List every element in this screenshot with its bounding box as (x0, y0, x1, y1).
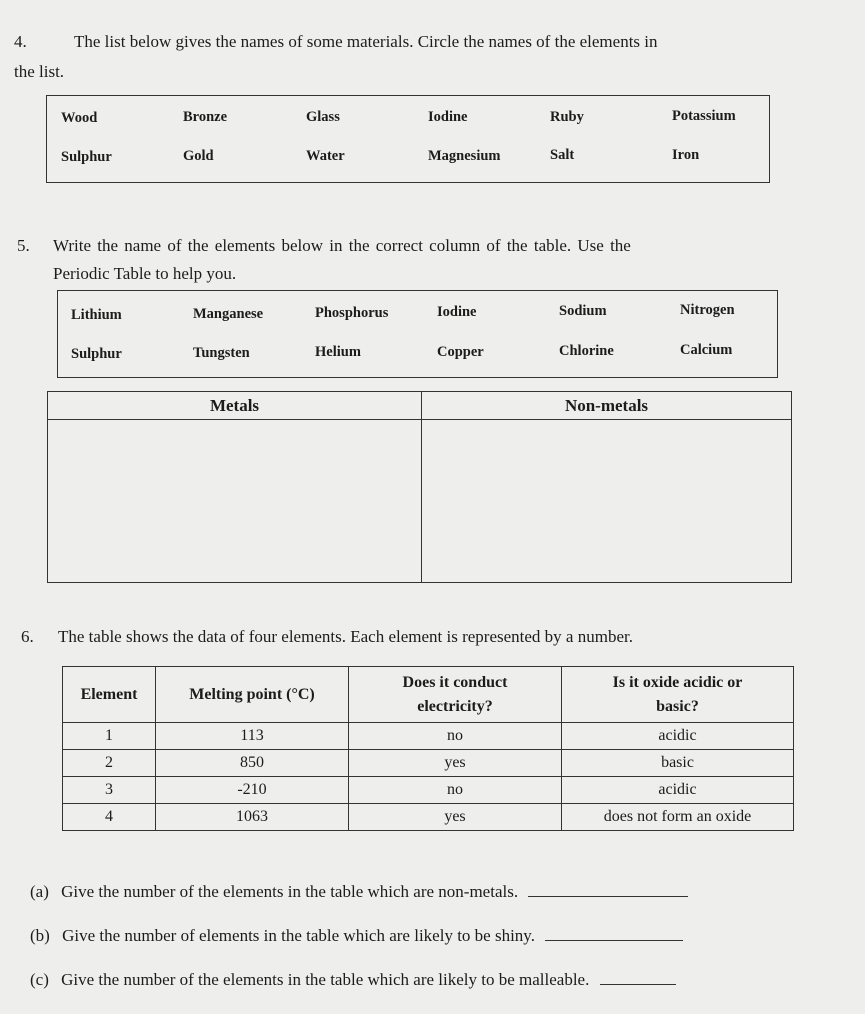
table-row (63, 723, 794, 750)
q5-elements-box (57, 290, 778, 378)
material-word[interactable]: Sulphur (61, 149, 112, 165)
cell-element: 1 (63, 723, 156, 750)
cell-conduct: yes (349, 750, 562, 777)
table-row (63, 804, 794, 831)
header-oxide (562, 667, 794, 723)
subquestion-b (30, 922, 683, 950)
material-word[interactable]: Potassium (672, 108, 736, 124)
cell-conduct: yes (349, 804, 562, 831)
header-conduct-line1: Does it conduct (402, 673, 508, 691)
q4-text-line1: The list below gives the names of some materials. Circle the names of the elements in (74, 32, 658, 51)
material-word[interactable]: Ruby (550, 109, 584, 125)
metals-nonmetals-table (47, 391, 792, 583)
element-word: Lithium (71, 307, 122, 323)
material-word[interactable]: Gold (183, 148, 214, 164)
subquestion-b-label: (b) (30, 926, 50, 945)
cell-element: 4 (63, 804, 156, 831)
cell-oxide: basic (562, 750, 794, 777)
header-oxide-line2: basic? (656, 697, 699, 715)
q6-number: 6. (21, 627, 34, 646)
cell-element: 3 (63, 777, 156, 804)
subquestion-c (30, 966, 676, 994)
cell-conduct: no (349, 723, 562, 750)
q4-number: 4. (14, 32, 27, 51)
table-row (63, 777, 794, 804)
cell-melting: -210 (156, 777, 349, 804)
element-word: Copper (437, 344, 484, 360)
subquestion-b-text: Give the number of elements in the table which are likely to be shiny. (62, 926, 535, 945)
material-word[interactable]: Glass (306, 109, 340, 125)
material-word[interactable]: Salt (550, 147, 575, 163)
answer-line-c[interactable] (600, 968, 676, 985)
subquestion-c-label: (c) (30, 970, 49, 989)
element-word: Sodium (559, 303, 607, 319)
header-conduct (349, 667, 562, 723)
q4-materials-box (46, 95, 770, 183)
table-row (63, 750, 794, 777)
element-word: Nitrogen (680, 302, 735, 318)
element-word: Tungsten (193, 345, 250, 361)
subquestion-a (30, 878, 688, 906)
subquestion-a-label: (a) (30, 882, 49, 901)
cell-melting: 113 (156, 723, 349, 750)
element-word: Sulphur (71, 346, 122, 362)
element-word: Manganese (193, 306, 264, 322)
header-element: Element (63, 667, 156, 723)
material-word[interactable]: Bronze (183, 109, 228, 125)
answer-line-b[interactable] (545, 924, 683, 941)
element-word: Phosphorus (315, 305, 389, 321)
cell-conduct: no (349, 777, 562, 804)
q5-number: 5. (17, 236, 30, 255)
subquestion-a-text: Give the number of the elements in the table which are non-metals. (61, 882, 519, 901)
q6-text: The table shows the data of four elements. Each element is represented by a number. (58, 627, 633, 646)
header-melting-point: Melting point (°C) (156, 667, 349, 723)
header-conduct-line2: electricity? (417, 697, 493, 715)
material-word[interactable]: Water (306, 148, 345, 164)
element-word: Chlorine (559, 343, 614, 359)
element-data-table (62, 666, 794, 831)
nonmetals-header: Non-metals (422, 392, 792, 420)
q5-text-line2: Periodic Table to help you. (53, 264, 237, 283)
q5-text-line1: Write the name of the elements below in the correct column of the table. Use the (53, 236, 631, 255)
cell-melting: 1063 (156, 804, 349, 831)
cell-oxide: acidic (562, 723, 794, 750)
cell-oxide: does not form an oxide (562, 804, 794, 831)
element-word: Calcium (680, 342, 733, 358)
metals-header: Metals (48, 392, 422, 420)
material-word[interactable]: Iodine (428, 109, 468, 125)
answer-line-a[interactable] (528, 880, 688, 897)
cell-oxide: acidic (562, 777, 794, 804)
cell-melting: 850 (156, 750, 349, 777)
nonmetals-answer-cell[interactable] (422, 420, 792, 583)
metals-answer-cell[interactable] (48, 420, 422, 583)
cell-element: 2 (63, 750, 156, 777)
q4-text-line2: the list. (14, 62, 65, 81)
subquestion-c-text: Give the number of the elements in the table which are likely to be malleable. (61, 970, 590, 989)
element-word: Iodine (437, 304, 477, 320)
material-word[interactable]: Iron (672, 147, 700, 163)
material-word[interactable]: Magnesium (428, 148, 501, 164)
header-oxide-line1: Is it oxide acidic or (612, 673, 743, 691)
element-word: Helium (315, 344, 361, 360)
material-word[interactable]: Wood (61, 110, 98, 126)
